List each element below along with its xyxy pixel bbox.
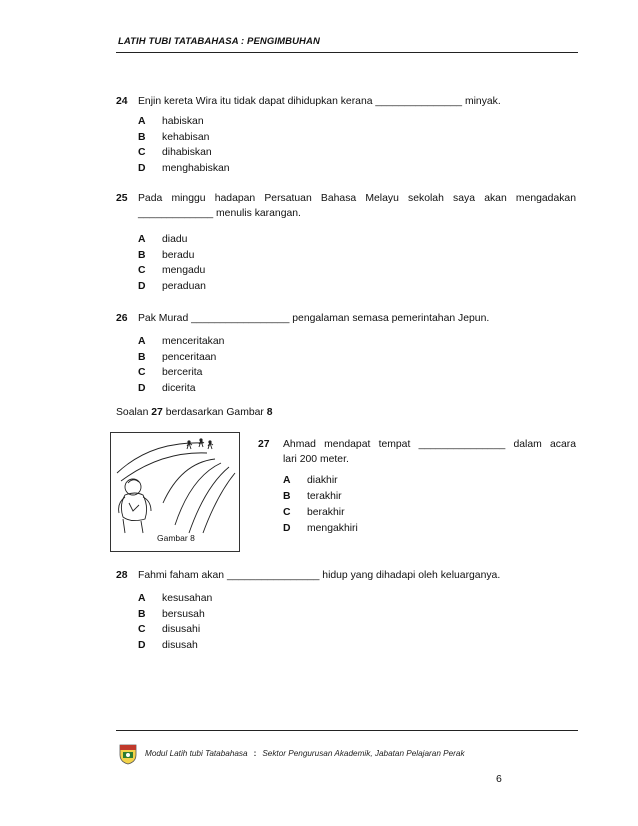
option-b[interactable]	[138, 248, 576, 264]
section-instruction	[116, 407, 273, 418]
option-text: bercerita	[162, 367, 203, 379]
option-list	[138, 114, 576, 176]
option-letter: A	[138, 116, 146, 127]
question-28	[116, 568, 576, 653]
option-text: mengadu	[162, 265, 206, 277]
option-letter: D	[138, 639, 146, 651]
option-list	[138, 591, 576, 653]
option-letter: B	[138, 351, 146, 363]
option-text: diakhir	[307, 475, 338, 486]
option-text: peraduan	[162, 280, 206, 292]
section-prefix: Soalan	[116, 407, 152, 418]
option-a[interactable]	[283, 473, 576, 489]
option-a[interactable]	[138, 114, 576, 130]
option-text: menghabiskan	[162, 162, 230, 174]
question-27	[258, 437, 576, 537]
option-text: dihabiskan	[162, 147, 212, 159]
question-text: Enjin kereta Wira itu tidak dapat dihidupkan kerana _______________ minyak.	[138, 96, 501, 107]
option-letter: A	[138, 234, 146, 245]
option-text: berakhir	[307, 507, 345, 518]
figure-gambar-8	[110, 432, 240, 552]
option-letter: B	[138, 249, 146, 261]
option-c[interactable]	[138, 145, 576, 161]
option-a[interactable]	[138, 591, 576, 607]
option-c[interactable]	[138, 263, 576, 279]
option-text: kesusahan	[162, 593, 213, 604]
option-letter: C	[283, 507, 291, 518]
question-24	[116, 94, 576, 176]
option-b[interactable]	[283, 489, 576, 505]
option-text: disusah	[162, 639, 198, 651]
option-d[interactable]	[138, 381, 576, 397]
question-number: 28	[116, 570, 128, 581]
footer-separator: :	[253, 749, 257, 758]
option-text: bersusah	[162, 608, 205, 620]
footer-text	[145, 749, 465, 758]
option-letter: C	[138, 147, 146, 159]
option-list	[138, 232, 576, 294]
question-text: Fahmi faham akan ________________ hidup yang dihadapi oleh keluarganya.	[138, 570, 501, 581]
option-text: kehabisan	[162, 131, 210, 143]
option-list	[283, 473, 576, 537]
crest-logo-icon	[118, 741, 138, 765]
header-rule	[116, 52, 578, 53]
option-a[interactable]	[138, 334, 576, 350]
option-letter: D	[283, 523, 291, 534]
question-25	[116, 191, 576, 294]
option-letter: C	[138, 624, 146, 636]
option-text: diadu	[162, 234, 188, 245]
option-text: habiskan	[162, 116, 204, 127]
section-question-number: 27	[151, 407, 163, 418]
question-text: Pada minggu hadapan Persatuan Bahasa Melayu sekolah saya akan mengadakan	[138, 193, 576, 204]
question-number: 27	[258, 439, 270, 450]
question-number: 25	[116, 193, 128, 204]
question-number: 26	[116, 313, 128, 324]
option-text: beradu	[162, 249, 195, 261]
option-d[interactable]	[138, 279, 576, 295]
question-text: Ahmad mendapat tempat _______________ dalam acara	[283, 439, 576, 450]
option-letter: D	[138, 280, 146, 292]
section-middle: berdasarkan Gambar	[162, 407, 267, 418]
page-header-title: LATIH TUBI TATABAHASA : PENGIMBUHAN	[118, 36, 320, 47]
option-c[interactable]	[138, 622, 576, 638]
option-d[interactable]	[138, 638, 576, 654]
option-letter: D	[138, 382, 146, 394]
option-text: mengakhiri	[307, 523, 358, 534]
question-text: Pak Murad _________________ pengalaman semasa pemerintahan Jepun.	[138, 313, 490, 324]
question-number: 24	[116, 96, 128, 107]
option-letter: A	[138, 336, 146, 347]
option-b[interactable]	[138, 607, 576, 623]
option-letter: A	[283, 475, 291, 486]
option-letter: C	[138, 367, 146, 379]
option-d[interactable]	[138, 161, 576, 177]
option-b[interactable]	[138, 350, 576, 366]
option-letter: A	[138, 593, 146, 604]
option-a[interactable]	[138, 232, 576, 248]
option-letter: B	[138, 608, 146, 620]
option-letter: C	[138, 265, 146, 277]
question-26	[116, 311, 576, 396]
option-list	[138, 334, 576, 396]
option-letter: B	[283, 491, 291, 502]
option-d[interactable]	[283, 521, 576, 537]
page-number: 6	[496, 773, 502, 785]
footer-department: Sektor Pengurusan Akademik, Jabatan Pelajaran Perak	[262, 749, 465, 758]
option-text: terakhir	[307, 491, 342, 502]
option-text: menceritakan	[162, 336, 225, 347]
section-figure-number: 8	[266, 407, 273, 418]
question-text-continued: _____________ menulis karangan.	[138, 208, 301, 219]
option-text: dicerita	[162, 382, 196, 394]
option-c[interactable]	[138, 365, 576, 381]
option-letter: D	[138, 162, 146, 174]
option-text: disusahi	[162, 624, 201, 636]
option-b[interactable]	[138, 130, 576, 146]
option-c[interactable]	[283, 505, 576, 521]
footer-module: Modul Latih tubi Tatabahasa	[145, 749, 248, 758]
option-letter: B	[138, 131, 146, 143]
question-text-continued: lari 200 meter.	[283, 454, 349, 465]
figure-caption: Gambar 8	[157, 533, 195, 543]
footer-rule	[116, 730, 578, 731]
option-text: penceritaan	[162, 351, 217, 363]
